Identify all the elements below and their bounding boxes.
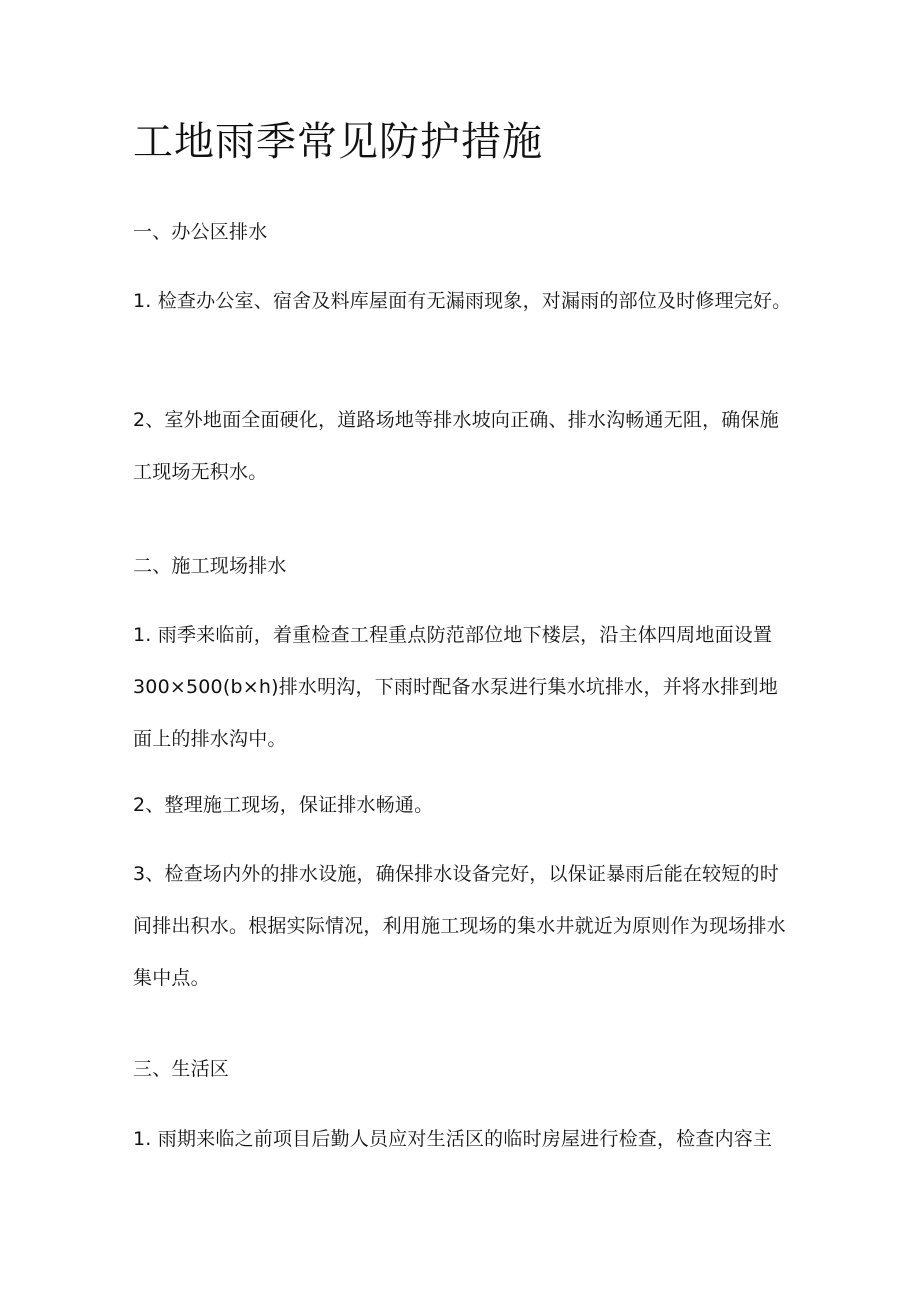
section-heading: 三、生活区 xyxy=(133,1058,230,1080)
paragraph: 3、检查场内外的排水设施，确保排水设备完好，以保证暴雨后能在较短的时间排出积水。根据实际情况，利用施工现场的集水井就近为原则作为现场排水集中点。 xyxy=(133,863,786,989)
paragraph: 2、整理施工现场，保证排水畅通。 xyxy=(133,794,434,816)
section-heading: 一、办公区排水 xyxy=(133,221,268,243)
paragraph: 1. 雨期来临之前项目后勤人员应对生活区的临时房屋进行检查，检查内容主 xyxy=(133,1128,773,1150)
section-heading: 二、施工现场排水 xyxy=(133,555,287,577)
paragraph: 2、室外地面全面硬化，道路场地等排水坡向正确、排水沟畅通无阻，确保施工现场无积水。 xyxy=(133,409,779,483)
paragraph: 1. 检查办公室、宿舍及料库屋面有无漏雨现象，对漏雨的部位及时修理完好。 xyxy=(133,290,792,312)
paragraph: 1. 雨季来临前，着重检查工程重点防范部位地下楼层，沿主体四周地面设置 300×500(b×h)排水明沟，下雨时配备水泵进行集水坑排水，并将水排到地面上的排水沟中。 xyxy=(133,624,778,750)
document-title: 工地雨季常见防护措施 xyxy=(133,119,543,165)
